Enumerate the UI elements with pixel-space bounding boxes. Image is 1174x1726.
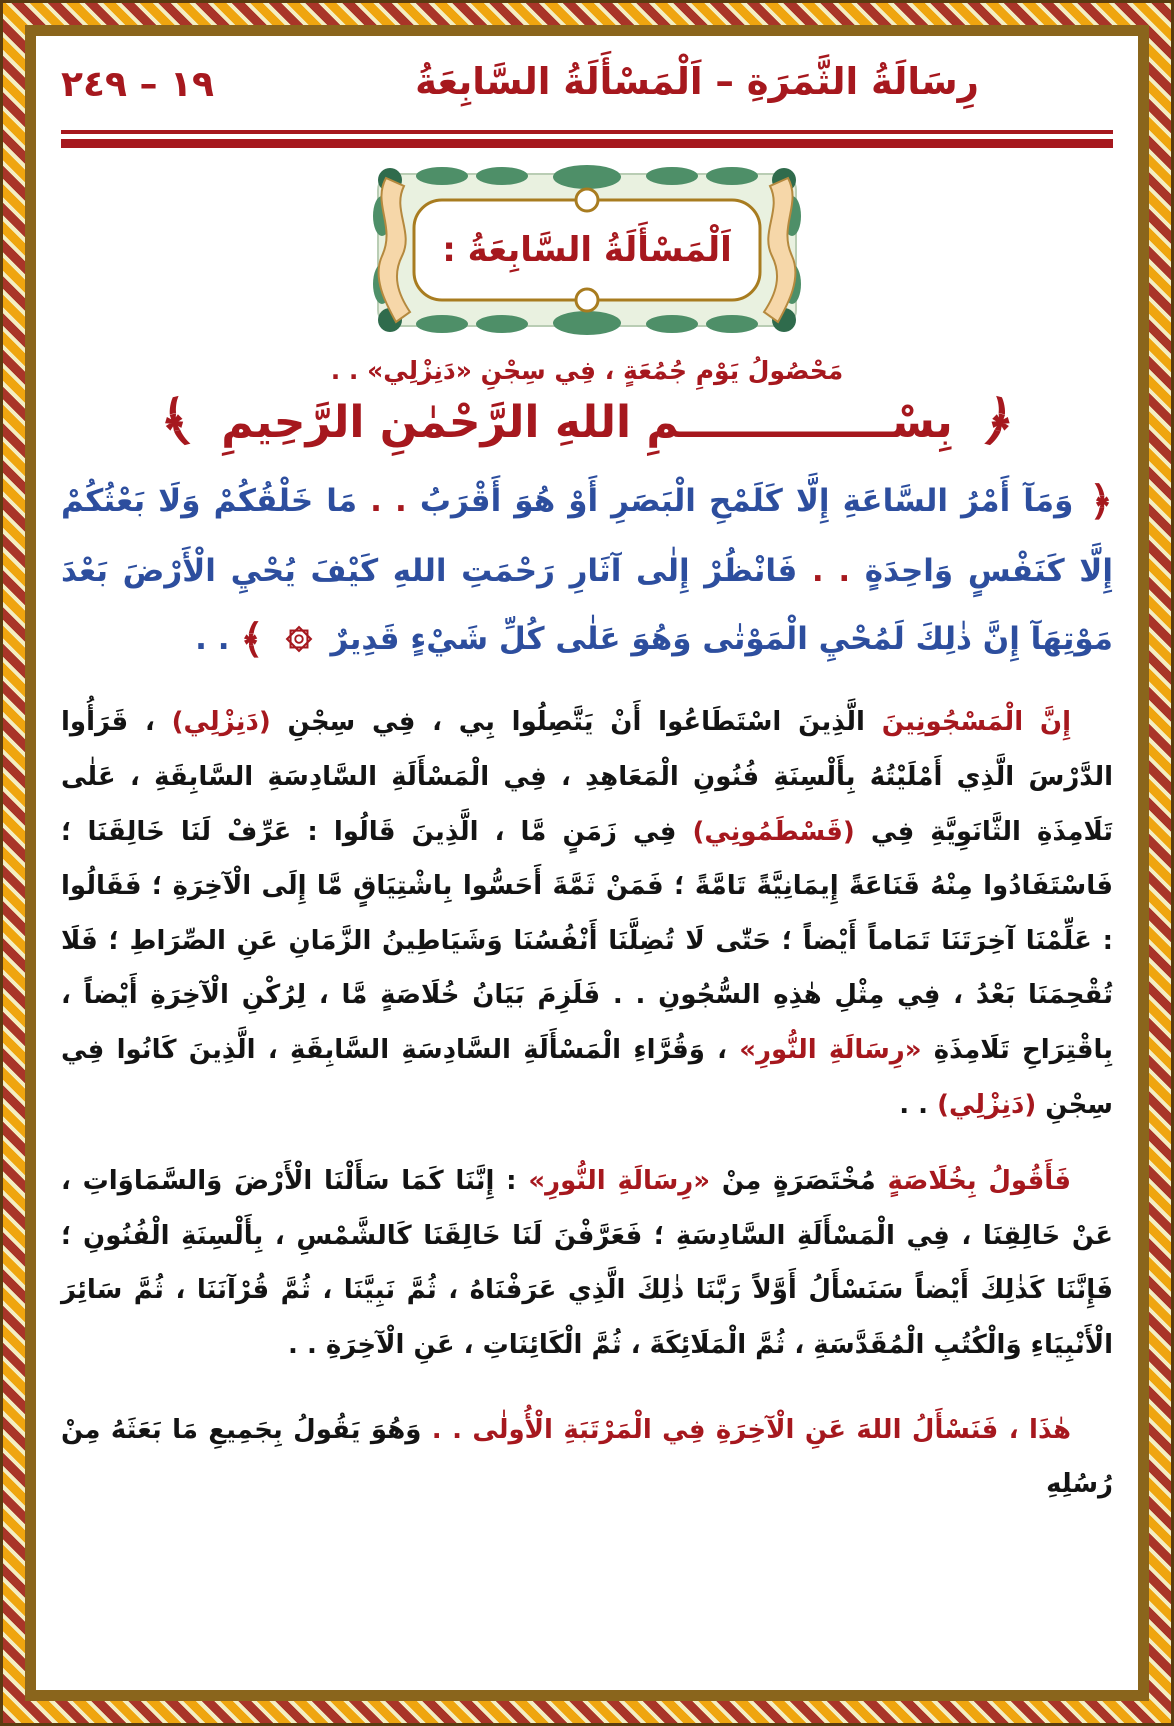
divider-rule-thick [61, 139, 1113, 148]
page-number: ١٩ – ٢٤٩ [61, 64, 214, 105]
subtitle: مَحْصُولُ يَوْمِ جُمُعَةٍ ، فِي سِجْنِ «دَنِزْلِي» . . [330, 356, 844, 385]
page-header [61, 60, 1113, 118]
divider-rule-thin [61, 130, 1113, 134]
section-title: اَلْمَسْأَلَةُ السَّابِعَةُ : [442, 230, 732, 270]
text-run: إِنَّ الْمَسْجُونِينَ [864, 707, 1071, 738]
text-run: الَّذِينَ اسْتَطَاعُوا أَنْ يَتَّصِلُوا بِي ، فِي سِجْنِ [270, 707, 865, 738]
text-run: وَهُوَ يَقُولُ بِجَمِيعِ مَا بَعَثَهُ مِنْ رُسُلِهِ [61, 1414, 1113, 1500]
basmala-text: بِسْــــــــــــــمِ اللهِ الرَّحْمٰنِ الرَّحِيمِ [221, 396, 953, 448]
verse-end-dots: . . [195, 621, 241, 658]
section-cartouche [352, 164, 822, 336]
verse-red-dots: . . [797, 553, 865, 589]
text-run: ، وَقُرَّاءِ الْمَسْأَلَةِ السَّادِسَةِ السَّابِقَةِ ، الَّذِينَ كَانُوا فِي سِجْنِ [61, 1035, 1113, 1120]
ornate-bracket-close-icon: ﴾ [240, 617, 278, 664]
text-run: «رِسَالَةِ النُّورِ» [739, 1035, 922, 1065]
ornate-bracket-open-icon: ﴿ [1073, 479, 1113, 525]
text-run: فَأَقُولُ بِخُلَاصَةٍ [875, 1166, 1072, 1197]
rub-el-hizb-icon [284, 614, 314, 674]
verse-text-run: مَا خَلْقُكُمْ وَلَا بَعْثُكُمْ إِلَّا كَنَفْسٍ وَاحِدَةٍ [61, 483, 1113, 589]
text-run: . . [899, 1089, 938, 1120]
basmala [61, 387, 1113, 456]
text-run: (دَنِزْلِي) [171, 707, 271, 738]
inner-border-band [25, 25, 1149, 1701]
quran-verse [61, 463, 1113, 679]
verse-red-dots: . . [357, 483, 420, 519]
ornamental-border [3, 3, 1171, 1723]
basmala-flourish-left-icon: ﴾ [152, 387, 199, 456]
text-run: ، قَرَأُوا الدَّرْسَ الَّذِي أَمْلَيْتُهُ بِأَلْسِنَةِ فُنُونِ الْمَعَاهِدِ ، فِي الْمَسْأَلَةِ السَّادِسَةِ السَّابِقَةِ ، عَلٰى تَلَامِذَةِ الثَّانَوِيَّةِ فِي [61, 707, 1113, 847]
text-run: : إِنَّنَا كَمَا سَأَلْنَا الْأَرْضَ وَالسَّمَاوَاتِ ، عَنْ خَالِقِنَا ، فِي الْمَسْأَلَةِ السَّادِسَةِ ؛ فَعَرَّفْنَ لَنَا خَالِقَنَا كَالشَّمْسِ ، بِأَلْسِنَةِ الْفُنُونِ ؛ فَإِنَّنَا كَذٰلِكَ أَيْضاً سَنَسْأَلُ أَوَّلاً رَبَّنَا ذٰلِكَ الَّذِي عَرَفْنَاهُ ، ثُمَّ نَبِيَّنَا ، ثُمَّ قُرْآنَنَا ، ثُمَّ سَائِرَ الْأَنْبِيَاءِ وَالْكُتُبِ الْمُقَدَّسَةِ ، ثُمَّ الْمَلَائِكَةَ ، ثُمَّ الْكَائِنَاتِ ، عَنِ الْآخِرَةِ . . [61, 1166, 1113, 1360]
text-run: «رِسَالَةِ النُّورِ» [528, 1166, 711, 1197]
verse-text-run: فَانْظُرْ إِلٰى آثَارِ رَحْمَتِ اللهِ كَيْفَ يُحْيِ الْأَرْضَ بَعْدَ مَوْتِهَآ إِنَّ ذٰلِكَ لَمُحْيِ الْمَوْتٰى وَهُوَ عَلٰى كُلِّ شَيْءٍ قَدِيرٌ [61, 553, 1113, 658]
paragraph-1 [61, 695, 1113, 1132]
basmala-flourish-right-icon: ﴿ [975, 387, 1022, 456]
text-run: مُخْتَصَرَةٍ مِنْ [710, 1166, 876, 1197]
paragraph-2 [61, 1154, 1113, 1372]
page-content [36, 36, 1138, 1690]
verse-text-run: وَمَآ أَمْرُ السَّاعَةِ إِلَّا كَلَمْحِ الْبَصَرِ أَوْ هُوَ أَقْرَبُ [419, 483, 1074, 519]
text-run: (قَسْطَمُونِي) [692, 816, 855, 847]
text-run: (دَنِزْلِي) [937, 1089, 1037, 1120]
text-run: فِي زَمَنٍ مَّا ، الَّذِينَ قَالُوا : عَرِّفْ لَنَا خَالِقَنَا ؛ فَاسْتَفَادُوا مِنْهُ قَنَاعَةً إِيمَانِيَّةً تَامَّةً ؛ فَمَنْ ثَمَّةَ أَحَسُّوا بِاشْتِيَاقٍ مَّا إِلَى الْآخِرَةِ ؛ فَقَالُوا : عَلِّمْنَا آخِرَتَنَا تَمَاماً أَيْضاً ؛ حَتّٰى لَا تُضِلَّنَا أَنْفُسُنَا وَشَيَاطِينُ الزَّمَانِ عَنِ الصِّرَاطِ ؛ فَلَا تُقْحِمَنَا بَعْدُ ، فِي مِثْلِ هٰذِهِ السُّجُونِ . . فَلَزِمَ بَيَانُ خُلَاصَةٍ مَّا ، لِرُكْنِ الْآخِرَةِ أَيْضاً ، بِاقْتِرَاحِ تَلَامِذَةِ [61, 816, 1114, 1065]
text-run: هٰذَا ، فَنَسْأَلُ اللهَ عَنِ الْآخِرَةِ فِي الْمَرْتَبَةِ الْأُولٰى . . [421, 1414, 1071, 1445]
page-title: رِسَالَةُ الثَّمَرَةِ – اَلْمَسْأَلَةُ السَّابِعَةُ [415, 60, 979, 103]
paragraph-3 [61, 1403, 1113, 1512]
header-divider [61, 130, 1113, 148]
